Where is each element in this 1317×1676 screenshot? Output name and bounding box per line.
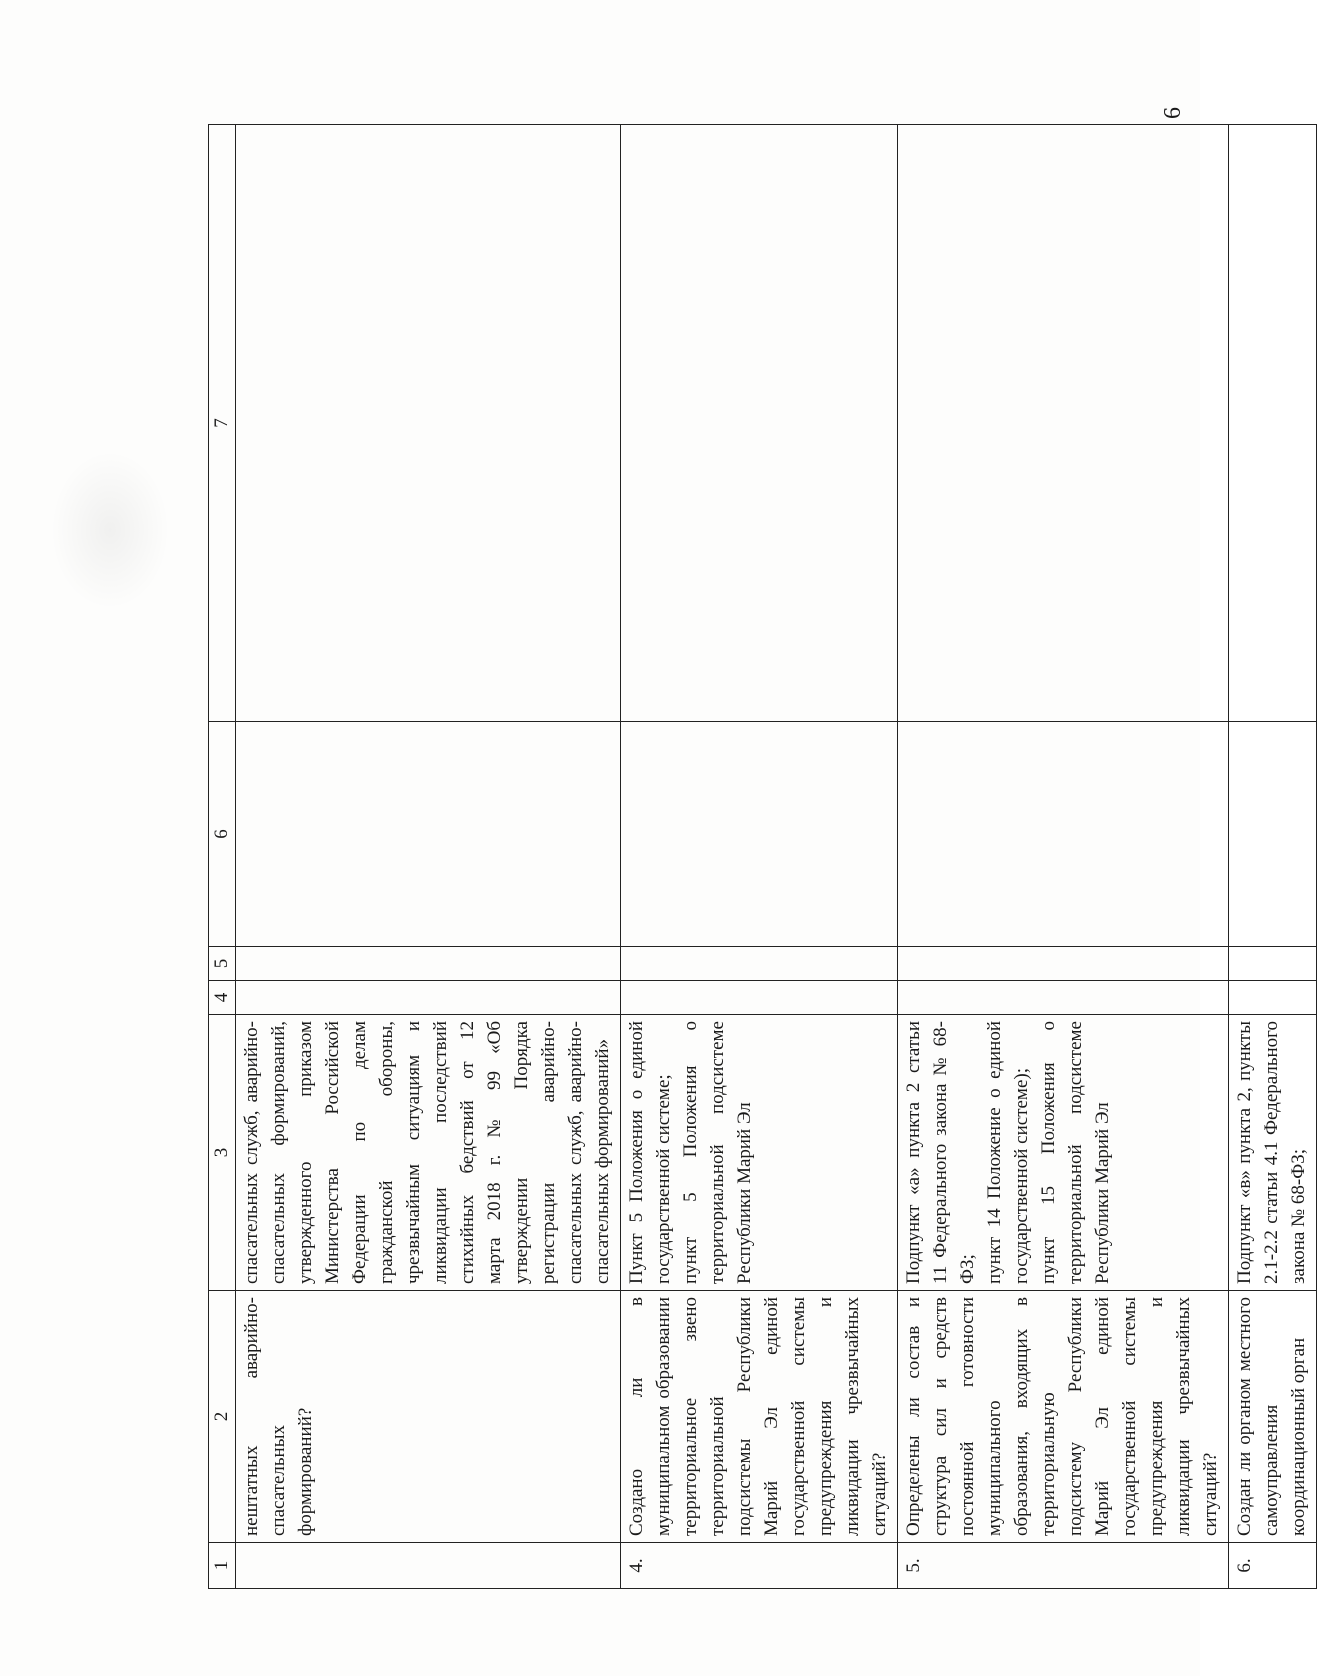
table-header-row	[209, 125, 236, 1589]
question-cell: Определены ли состав и структура сил и средств постоянной готовности муниципального образования, входящих в территориальную подсистему Республики Марий Эл единой государственной системы предупреждения и ликвидации чрезвычайных ситуаций?	[898, 1291, 1229, 1543]
column-header-5: 5	[209, 947, 236, 981]
answer-na-cell	[621, 722, 898, 947]
question-cell: Создано ли в муниципальном образовании территориальное звено территориальной подсистемы Республики Марий Эл единой государственной системы предупреждения и ликвидации чрезвычайных ситуаций?	[621, 1291, 898, 1543]
column-header-6: 6	[209, 722, 236, 947]
legal-basis-cell: спасательных служб, аварийно-спасательных формирований, утвержденного приказом Министерства Российской Федерации по делам гражданской обороны, чрезвычайным ситуациям и ликвидации последствий стихийных бедствий от 12 марта 2018 г. № 99 «Об утверждении Порядка регистрации аварийно-спасательных служб, аварийно-спасательных формирований»	[236, 1015, 621, 1291]
column-header-2: 2	[209, 1291, 236, 1543]
notes-cell	[1229, 125, 1317, 722]
table-row	[236, 125, 621, 1589]
checklist-table	[208, 124, 1317, 1589]
answer-yes-cell	[898, 981, 1229, 1015]
table-row	[898, 125, 1229, 1589]
answer-na-cell	[1229, 722, 1317, 947]
answer-no-cell	[236, 947, 621, 981]
legal-basis-cell: Подпункт «а» пункта 2 статьи 11 Федерального закона № 68-ФЗ; пункт 14 Положение о единой государственной системе); пункт 15 Положения о территориальной подсистеме Республики Марий Эл	[898, 1015, 1229, 1291]
row-number: 5.	[898, 1543, 1229, 1589]
answer-no-cell	[898, 947, 1229, 981]
question-cell: Создан ли органом местного самоуправления координационный орган	[1229, 1291, 1317, 1543]
column-header-7: 7	[209, 125, 236, 722]
table-row	[1229, 125, 1317, 1589]
answer-yes-cell	[236, 981, 621, 1015]
notes-cell	[621, 125, 898, 722]
answer-na-cell	[236, 722, 621, 947]
answer-no-cell	[1229, 947, 1317, 981]
page-number: 6	[1160, 107, 1186, 119]
column-header-4: 4	[209, 981, 236, 1015]
column-header-3: 3	[209, 1015, 236, 1291]
answer-yes-cell	[1229, 981, 1317, 1015]
column-header-1: 1	[209, 1543, 236, 1589]
question-cell: нештатных аварийно-спасательных формирований?	[236, 1291, 621, 1543]
row-number: 6.	[1229, 1543, 1317, 1589]
row-number: 4.	[621, 1543, 898, 1589]
legal-basis-cell: Пункт 5 Положения о единой государственной системе; пункт 5 Положения о территориальной подсистеме Республики Марий Эл	[621, 1015, 898, 1291]
notes-cell	[898, 125, 1229, 722]
answer-no-cell	[621, 947, 898, 981]
answer-yes-cell	[621, 981, 898, 1015]
table-row	[621, 125, 898, 1589]
row-number	[236, 1543, 621, 1589]
notes-cell	[236, 125, 621, 722]
legal-basis-cell: Подпункт «в» пункта 2, пункты 2.1-2.2 статьи 4.1 Федерального закона № 68-ФЗ;	[1229, 1015, 1317, 1291]
answer-na-cell	[898, 722, 1229, 947]
